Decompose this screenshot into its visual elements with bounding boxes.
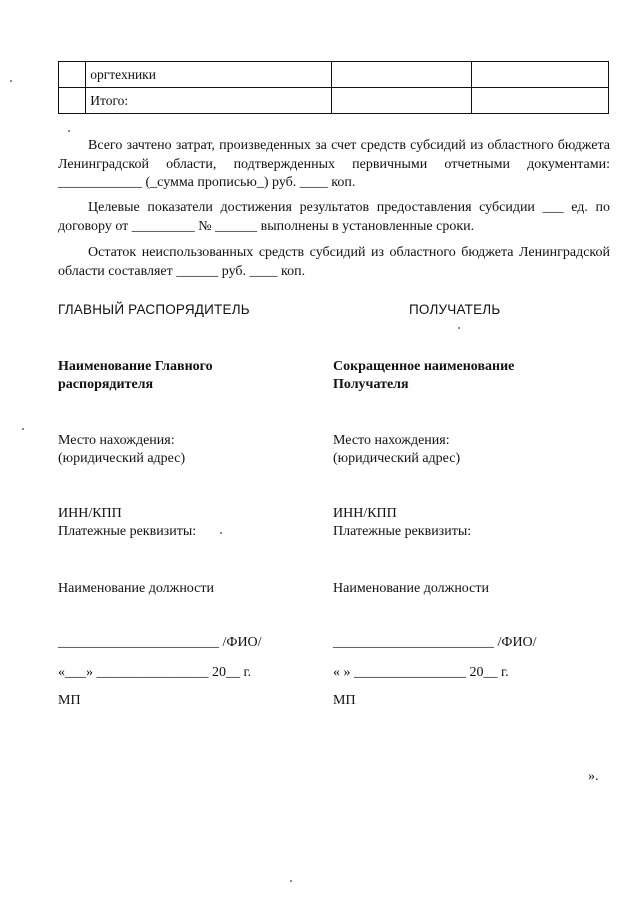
table-cell-value <box>471 62 608 88</box>
scan-speck <box>290 880 292 882</box>
right-name-line1: Сокращенное наименование <box>333 359 515 374</box>
table-row <box>59 88 609 114</box>
scan-speck <box>68 130 70 132</box>
left-heading: ГЛАВНЫЙ РАСПОРЯДИТЕЛЬ <box>58 302 250 317</box>
right-stamp: МП <box>333 693 356 708</box>
paragraph-balance: Остаток неиспользованных средств субсидий из областного бюджета Ленинградской области составляет ______ руб. ____ коп. <box>58 245 610 279</box>
scan-speck <box>10 80 12 82</box>
table-cell-label: оргтехники <box>86 62 332 88</box>
scan-speck <box>22 428 24 430</box>
closing-quote: ». <box>588 769 599 784</box>
right-heading: ПОЛУЧАТЕЛЬ <box>409 302 501 317</box>
right-location-sub: (юридический адрес) <box>333 451 461 466</box>
table-cell-value <box>471 88 608 114</box>
left-payment: Платежные реквизиты: <box>58 524 197 539</box>
right-payment: Платежные реквизиты: <box>333 524 472 539</box>
costs-table <box>58 61 609 114</box>
right-fio-line: _______________________ /ФИО/ <box>333 635 537 650</box>
paragraph-expenses: Всего зачтено затрат, произведенных за счет средств субсидий из областного бюджета Ленинградской области, подтвержденных первичными отчетными документами: ____________ (_сумма прописью_) руб. ____ коп. <box>58 138 610 190</box>
left-name-line1: Наименование Главного <box>58 359 213 374</box>
table-row <box>59 62 609 88</box>
left-stamp: МП <box>58 693 81 708</box>
table-cell-number <box>59 62 86 88</box>
table-cell-value <box>332 88 471 114</box>
left-location-sub: (юридический адрес) <box>58 451 186 466</box>
left-date-line: «___» ________________ 20__ г. <box>58 665 252 680</box>
left-location-label: Место нахождения: <box>58 433 175 448</box>
left-name-line2: распорядителя <box>58 377 154 392</box>
right-location-label: Место нахождения: <box>333 433 450 448</box>
scan-speck <box>220 532 222 534</box>
right-name-line2: Получателя <box>333 377 409 392</box>
left-position: Наименование должности <box>58 581 214 596</box>
right-date-line: « » ________________ 20__ г. <box>333 665 509 680</box>
table-cell-value <box>332 62 471 88</box>
table-cell-label: Итого: <box>86 88 332 114</box>
paragraph-targets: Целевые показатели достижения результатов предоставления субсидии ___ ед. по договору от _________ № ______ выполнены в установленные сроки. <box>58 200 610 234</box>
right-position: Наименование должности <box>333 581 489 596</box>
left-fio-line: _______________________ /ФИО/ <box>58 635 262 650</box>
left-inn: ИНН/КПП <box>58 506 122 521</box>
table-cell-number <box>59 88 86 114</box>
scan-speck <box>458 327 460 329</box>
right-inn: ИНН/КПП <box>333 506 397 521</box>
